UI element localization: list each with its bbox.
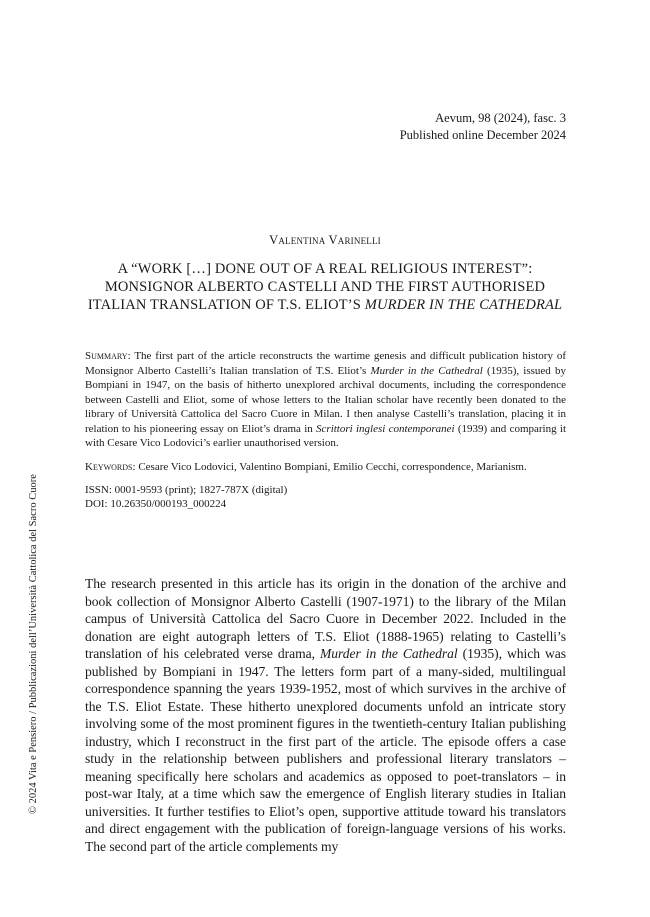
copyright-sidebar: © 2024 Vita e Pensiero / Pubblicazioni dell’Università Cattolica del Sacro Cuore <box>28 474 39 814</box>
publication-date: Published online December 2024 <box>399 128 566 142</box>
keywords-paragraph <box>85 460 566 475</box>
summary-text-2: (1935), issued by Bompiani in 1947, on the basis of hitherto unexplored archival documents, including the correspondence between Castelli and Eliot, some of whose letters to the Italian scholar have recently been donated to the library of Università Cattolica del Sacro Cuore in Milan. I then analyse Castelli’s translation, placing it in relation to his pioneering essay on Eliot’s drama in <box>85 364 566 435</box>
article-title <box>60 260 590 314</box>
keywords-text: Cesare Vico Lodovici, Valentino Bompiani, Emilio Cecchi, correspondence, Marianism. <box>135 460 527 473</box>
summary-italic-2: Scrittori inglesi contemporanei <box>316 422 455 435</box>
summary-italic-1: Murder in the Cathedral <box>370 364 483 377</box>
issn-line: ISSN: 0001-9593 (print); 1827-787X (digital) <box>85 484 288 496</box>
journal-citation: Aevum, 98 (2024), fasc. 3 <box>435 111 566 125</box>
title-line-1: A “WORK […] DONE OUT OF A REAL RELIGIOUS INTEREST”: <box>117 261 533 277</box>
title-line-2: MONSIGNOR ALBERTO CASTELLI AND THE FIRST AUTHORISED <box>104 279 546 295</box>
keywords-label: Keywords: <box>85 460 136 473</box>
summary-paragraph <box>85 349 566 451</box>
abstract-block <box>85 349 566 511</box>
title-work-italic: MURDER IN THE CATHEDRAL <box>364 297 563 313</box>
body-text-1: The research presented in this article has its origin in the donation of the archive and book collection of Monsignor Alberto Castelli (1907-1971) to the library of the Milan campus of Università Cattolica del Sacro Cuore in December 2022. Included in the donation are eight autograph letters of T.S. Eliot (1888-1965) relating to Castelli’s translation of his celebrated verse drama, <box>85 576 566 661</box>
body-italic-1: Murder in the Cathedral <box>320 646 458 661</box>
body-paragraph <box>85 575 566 855</box>
body-text <box>85 575 566 855</box>
summary-text-1: The first part of the article reconstructs the wartime genesis and difficult publication history of Monsignor Alberto Castelli’s Italian translation of T.S. Eliot’s <box>85 350 566 377</box>
summary-text-3: (1939) and comparing it with Cesare Vico Lodovici’s earlier unauthorised version. <box>85 422 566 449</box>
body-text-2: (1935), which was published by Bompiani in 1947. The letters form part of a many-sided, multilingual correspondence spanning the years 1939-1952, most of which survives in the archive of the T.S. Eliot Estate. These hitherto unexplored documents unfold an intricate story involving some of the most prominent figures in the twentieth-century Italian publishing industry, which I reconstruct in the first part of the article. The episode offers a case study in the relationship between publishers and professional literary translators – meaning specifically here scholars and academics as opposed to poet-translators – in post-war Italy, at a time which saw the emergence of English literary studies in Italian universities. It further testifies to Eliot’s open, supportive attitude toward his translators and direct engagement with the publication of foreign-language versions of his works. The second part of the article complements my <box>85 646 567 854</box>
journal-info <box>400 110 566 144</box>
title-line-3 <box>60 296 590 314</box>
summary-label: Summary: <box>85 350 131 362</box>
author-name: Valentina Varinelli <box>269 233 381 247</box>
doi-line: DOI: 10.26350/000193_000224 <box>85 498 227 510</box>
title-line-3-text: ITALIAN TRANSLATION OF T.S. ELIOT’S <box>87 297 365 313</box>
